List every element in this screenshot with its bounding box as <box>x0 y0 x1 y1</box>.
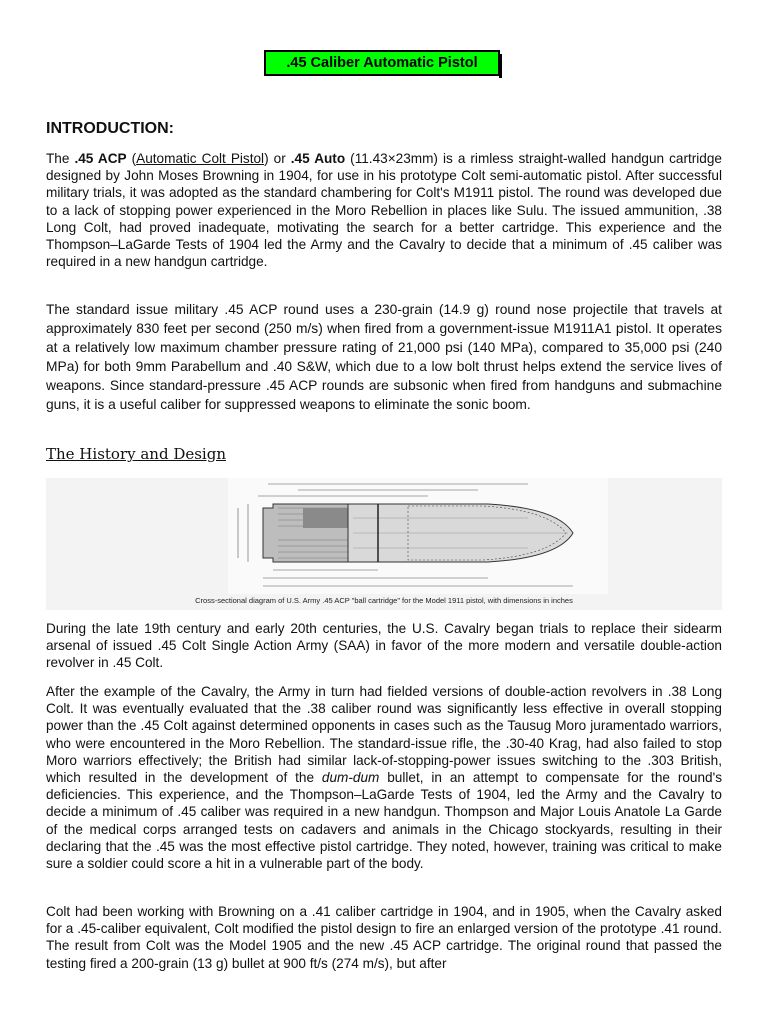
standard-issue-paragraph: The standard issue military .45 ACP round uses a 230-grain (14.9 g) round nose projectile that travels at approximately 830 feet per second (250 m/s) when fired from a government-issue M1911A1 pistol. It operates at a relatively low maximum chamber pressure rating of 21,000 psi (140 MPa), compared to 35,000 psi (240 MPa) for both 9mm Parabellum and .40 S&W, which due to a low bolt thrust helps extend the service lives of weapons. Since standard-pressure .45 ACP rounds are subsonic when fired from handguns and submachine guns, it is a useful caliber for suppressed weapons to eliminate the sonic boom. <box>46 302 722 412</box>
p4-text-after: bullet, in an attempt to compensate for the round's deficiencies. This experience, and the Thompson–LaGarde Tests of 1904, led the Army and the Cavalry to decide a minimum of .45 caliber was required in a new handgun. Thompson and Major Louis Anatole La Garde of the medical corps arranged tests on cadavers and animals in the Chicago stockyards, resulting in their declaring that the .45 was the most effective pistol cartridge. They noted, however, training was critical to make sure a soldier could score a hit in a vulnerable part of the body. <box>46 770 722 872</box>
army-evaluation-paragraph <box>46 683 722 872</box>
automatic-colt-pistol-link[interactable]: Automatic Colt Pistol <box>136 151 265 166</box>
cartridge-figure <box>46 478 722 610</box>
document-title: .45 Caliber Automatic Pistol <box>286 55 478 71</box>
document-title-box <box>264 50 500 76</box>
p4-text-before: After the example of the Cavalry, the Army in turn had fielded versions of double-action revolvers in .38 Long Colt. It was eventually evaluated that the .38 caliber round was significantly less effective in overall stopping power than the .45 Colt against determined opponents in cases such as the Tausug Moro juramentado warriors, who were encountered in the Moro Rebellion. The standard-issue rifle, the .30-40 Krag, had also failed to stop Moro warriors effectively; the British had similar lack-of-stopping-power issues switching to the .303 British, which resulted in the development of the <box>46 684 722 786</box>
colt-browning-paragraph: Colt had been working with Browning on a .41 caliber cartridge in 1904, and in 1905, when the Cavalry asked for a .45-caliber equivalent, Colt modified the pistol design to fire an enlarged version of the prototype .41 round. The result from Colt was the Model 1905 and the new .45 ACP cartridge. The original round that passed the testing fired a 200-grain (13 g) bullet at 900 ft/s (274 m/s), but after <box>46 904 722 971</box>
p1-text-start: The <box>46 151 75 166</box>
history-heading: The History and Design <box>46 445 226 463</box>
p1-paren-close: ) or <box>264 151 291 166</box>
acp-bold-term: .45 ACP <box>74 151 127 166</box>
cartridge-diagram <box>228 478 608 594</box>
p1-text-rest: (11.43×23mm) is a rimless straight-walled handgun cartridge designed by John Moses Browning in 1904, for use in his prototype Colt semi-automatic pistol. After successful military trials, it was adopted as the standard chambering for Colt's M1911 pistol. The round was developed due to a lack of stopping power experienced in the Moro Rebellion in places like Sulu. The issued ammunition, .38 Long Colt, had proved inadequate, motivating the search for a better cartridge. This experience and the Thompson–LaGarde Tests of 1904 led the Army and the Cavalry to decide that a minimum of .45 caliber was required in a new handgun cartridge. <box>46 151 722 270</box>
intro-heading: INTRODUCTION: <box>46 120 174 137</box>
cavalry-trials-paragraph: During the late 19th century and early 20th centuries, the U.S. Cavalry began trials to replace their sidearm arsenal of issued .45 Colt Single Action Army (SAA) in favor of the more modern and versatile double-action revolver in .45 Colt. <box>46 621 722 671</box>
intro-paragraph <box>46 150 722 270</box>
dum-dum-italic: dum-dum <box>321 770 380 786</box>
auto-bold-term: .45 Auto <box>290 151 346 166</box>
p1-paren-open: ( <box>126 151 137 166</box>
figure-caption: Cross-sectional diagram of U.S. Army .45 ACP "ball cartridge" for the Model 1911 pistol, with dimensions in inches <box>195 596 573 605</box>
